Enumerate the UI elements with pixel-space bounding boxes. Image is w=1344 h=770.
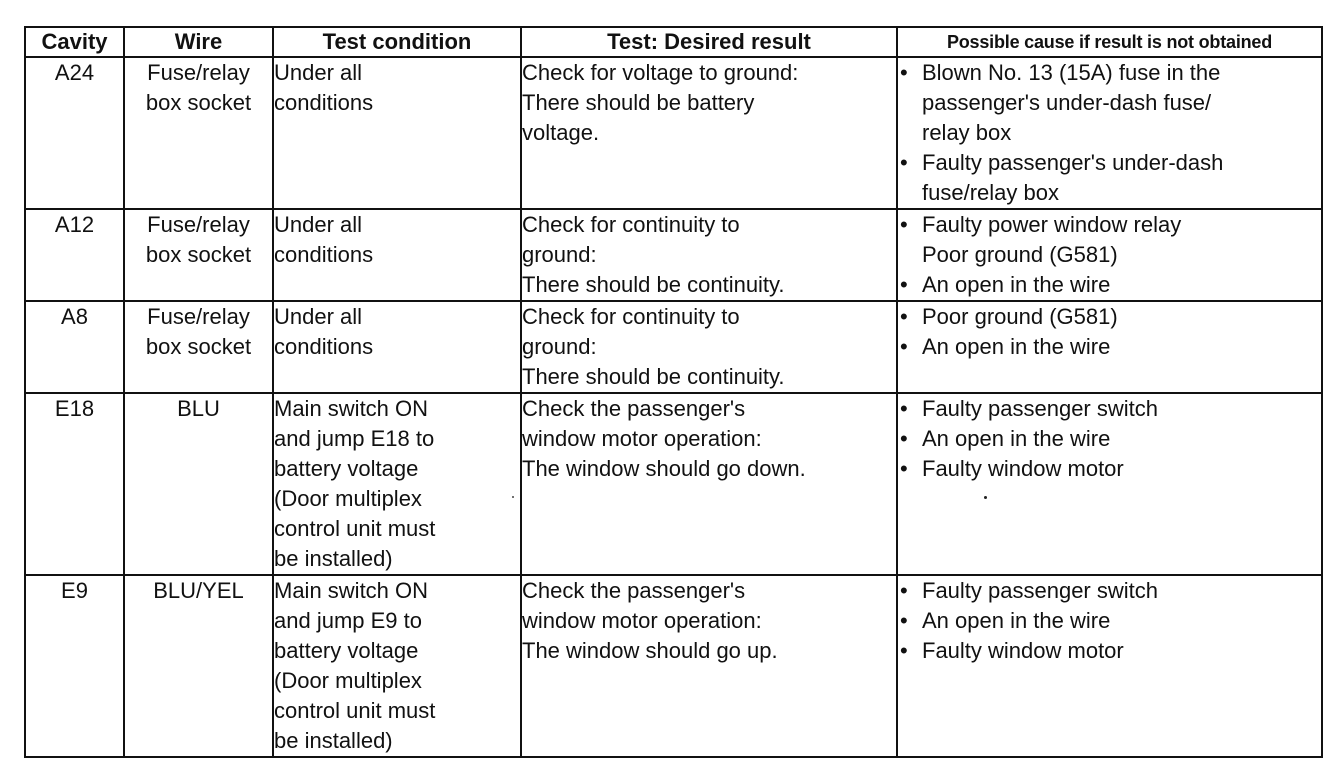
wire-cell xyxy=(124,57,273,209)
possible-cause-cell xyxy=(897,393,1322,575)
table-body xyxy=(25,57,1322,757)
wire-cell-text: BLU/YEL xyxy=(153,578,244,603)
bullet-icon: • xyxy=(900,212,908,237)
bullet-icon: • xyxy=(900,578,908,603)
wire-cell-text: Fuse/relay box socket xyxy=(145,212,252,267)
wire-cell xyxy=(124,575,273,757)
cause-text: Faulty power window relay Poor ground (G581) xyxy=(922,212,1182,267)
wire-cell xyxy=(124,209,273,301)
wire-cell xyxy=(124,301,273,393)
cause-list xyxy=(898,58,1321,208)
cause-text: An open in the wire xyxy=(922,426,1111,451)
table-row xyxy=(25,57,1322,209)
cavity-cell xyxy=(25,57,124,209)
cause-item xyxy=(898,636,1321,666)
cause-text: An open in the wire xyxy=(922,334,1111,359)
bullet-icon: • xyxy=(900,150,908,175)
cause-item xyxy=(898,332,1321,362)
bullet-icon: • xyxy=(900,638,908,663)
desired-result-cell xyxy=(521,393,897,575)
cavity-cell xyxy=(25,393,124,575)
wire-cell-text: BLU xyxy=(177,396,220,421)
cause-item xyxy=(898,58,1321,148)
table-row xyxy=(25,209,1322,301)
desired-result-cell-text: Check for continuity to ground: There should be continuity. xyxy=(522,212,785,297)
possible-cause-cell xyxy=(897,575,1322,757)
wire-cell-text: Fuse/relay box socket xyxy=(145,304,252,359)
cause-item xyxy=(898,576,1321,606)
bullet-icon: • xyxy=(900,334,908,359)
test-condition-cell-text: Under all conditions xyxy=(274,304,374,359)
cause-item xyxy=(898,454,1321,484)
cavity-cell-text: A12 xyxy=(54,212,95,237)
possible-cause-cell xyxy=(897,301,1322,393)
bullet-icon: • xyxy=(900,608,908,633)
test-condition-cell-text: Main switch ON and jump E18 to battery voltage (Door multiplex control unit must be installed) xyxy=(274,396,436,571)
test-condition-cell xyxy=(273,575,521,757)
table-row xyxy=(25,301,1322,393)
cavity-cell-text: A24 xyxy=(54,60,95,85)
test-condition-cell xyxy=(273,393,521,575)
cavity-cell xyxy=(25,575,124,757)
bullet-icon: • xyxy=(900,426,908,451)
wire-cell xyxy=(124,393,273,575)
cause-text: An open in the wire xyxy=(922,272,1111,297)
desired-result-cell xyxy=(521,575,897,757)
cause-text: Blown No. 13 (15A) fuse in the passenger's under-dash fuse/ relay box xyxy=(922,60,1221,145)
cause-text: An open in the wire xyxy=(922,608,1111,633)
cavity-cell-text: E18 xyxy=(54,396,95,421)
test-condition-cell xyxy=(273,209,521,301)
possible-cause-cell xyxy=(897,209,1322,301)
cause-list xyxy=(898,302,1321,362)
cavity-cell xyxy=(25,301,124,393)
cause-text: Faulty passenger switch xyxy=(922,578,1158,603)
header-cavity: Cavity xyxy=(25,27,124,57)
bullet-icon: • xyxy=(900,304,908,329)
bullet-icon: • xyxy=(900,396,908,421)
cause-text: Poor ground (G581) xyxy=(922,304,1118,329)
cavity-cell xyxy=(25,209,124,301)
desired-result-cell-text: Check for voltage to ground: There should be battery voltage. xyxy=(522,60,799,145)
desired-result-cell xyxy=(521,57,897,209)
bullet-icon: • xyxy=(900,456,908,481)
header-possible-cause: Possible cause if result is not obtained xyxy=(897,27,1322,57)
desired-result-cell-text: Check the passenger's window motor operation: The window should go down. xyxy=(522,396,806,481)
cause-text: Faulty window motor xyxy=(922,638,1124,663)
cause-item xyxy=(898,424,1321,454)
desired-result-cell-text: Check the passenger's window motor operation: The window should go up. xyxy=(522,578,778,663)
cause-text: Faulty passenger's under-dash fuse/relay box xyxy=(922,150,1224,205)
cause-item xyxy=(898,606,1321,636)
desired-result-cell xyxy=(521,209,897,301)
cause-list xyxy=(898,210,1321,300)
cavity-cell-text: E9 xyxy=(61,578,88,603)
test-condition-cell xyxy=(273,301,521,393)
test-condition-cell-text: Main switch ON and jump E9 to battery voltage (Door multiplex control unit must be installed) xyxy=(274,578,436,753)
bullet-icon: • xyxy=(900,60,908,85)
desired-result-cell xyxy=(521,301,897,393)
cause-item xyxy=(898,210,1321,270)
header-row xyxy=(25,27,1322,57)
scan-speck xyxy=(512,496,514,498)
cause-item xyxy=(898,302,1321,332)
possible-cause-cell xyxy=(897,57,1322,209)
diagnostic-table xyxy=(24,26,1323,758)
cause-item xyxy=(898,270,1321,300)
desired-result-cell-text: Check for continuity to ground: There should be continuity. xyxy=(522,304,785,389)
table-row xyxy=(25,393,1322,575)
cause-list xyxy=(898,394,1321,484)
header-test-condition: Test condition xyxy=(273,27,521,57)
cavity-cell-text: A8 xyxy=(61,304,88,329)
table-row xyxy=(25,575,1322,757)
header-desired-result: Test: Desired result xyxy=(521,27,897,57)
cause-text: Faulty window motor xyxy=(922,456,1124,481)
cause-text: Faulty passenger switch xyxy=(922,396,1158,421)
cause-item xyxy=(898,148,1321,208)
cause-item xyxy=(898,394,1321,424)
wire-cell-text: Fuse/relay box socket xyxy=(145,60,252,115)
header-wire: Wire xyxy=(124,27,273,57)
cause-list xyxy=(898,576,1321,666)
test-condition-cell-text: Under all conditions xyxy=(274,60,374,115)
scan-speck xyxy=(984,496,987,499)
test-condition-cell-text: Under all conditions xyxy=(274,212,374,267)
bullet-icon: • xyxy=(900,272,908,297)
test-condition-cell xyxy=(273,57,521,209)
